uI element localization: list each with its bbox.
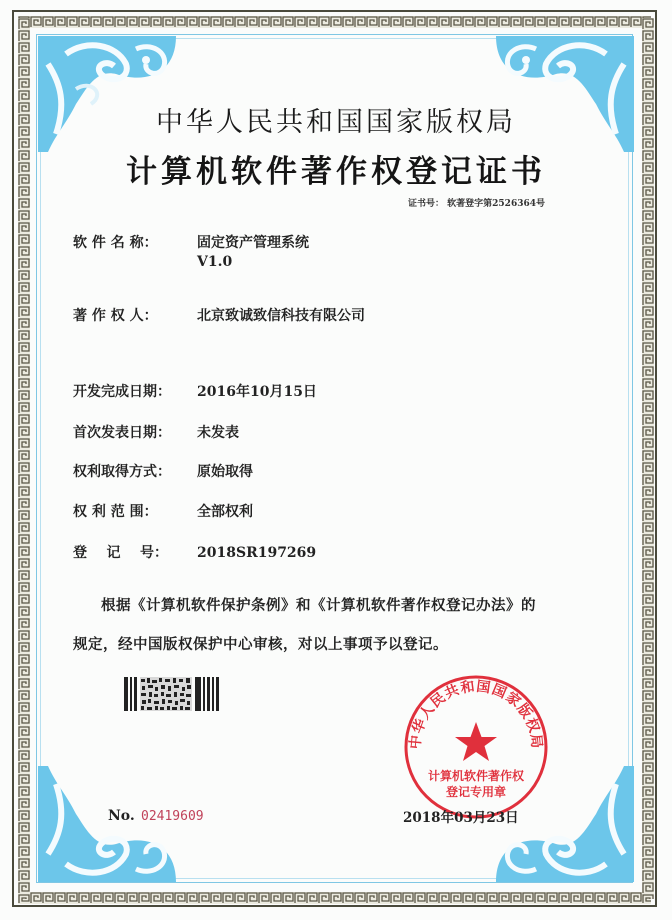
field-label: 软 件 名 称： <box>73 235 158 251</box>
field-value: 全部权利 <box>197 504 253 520</box>
field-label: 首次发表日期： <box>73 425 171 441</box>
official-seal-icon <box>400 674 552 820</box>
field-value: 固定资产管理系统 <box>197 235 309 251</box>
serial-number-label: No. <box>108 808 135 824</box>
field-value: 原始取得 <box>197 464 253 480</box>
serial-number-value: 02419609 <box>141 809 204 824</box>
field-software-name <box>73 232 309 252</box>
svg-text:登记专用章: 登记专用章 <box>445 785 507 799</box>
field-value: 2016年10月15日 <box>197 384 317 400</box>
field-label: 登 记 号： <box>73 545 168 561</box>
field-value: 2018SR197269 <box>197 545 317 561</box>
field-completion-date <box>73 381 317 401</box>
field-label: 权 利 范 围： <box>73 504 158 520</box>
svg-text:中华人民共和国国家版权局: 中华人民共和国国家版权局 <box>407 678 545 750</box>
certificate-number-label: 证书号： <box>408 199 445 209</box>
field-first-publication-date <box>73 422 239 442</box>
field-rights-scope <box>73 501 253 521</box>
field-label: 开发完成日期： <box>73 384 171 400</box>
field-copyright-owner <box>73 305 365 325</box>
field-registration-number <box>73 542 316 562</box>
greek-key-border-bottom <box>18 892 651 904</box>
field-acquisition-method <box>73 461 253 481</box>
svg-text:计算机软件著作权: 计算机软件著作权 <box>427 769 525 783</box>
field-label: 著 作 权 人： <box>73 308 158 324</box>
statement-line-2: 规定，经中国版权保护中心审核，对以上事项予以登记。 <box>73 636 448 653</box>
pdf417-barcode-icon <box>124 677 220 711</box>
issuer-title: 中华人民共和国国家版权局 <box>156 107 516 138</box>
corner-ornament-bottom-left-icon <box>36 764 186 884</box>
software-version: V1.0 <box>197 254 233 270</box>
field-value: 未发表 <box>197 425 239 441</box>
certificate-number-value: 软著登字第2526364号 <box>447 199 545 209</box>
field-label: 权利取得方式： <box>73 464 171 480</box>
statement-line-1: 根据《计算机软件保护条例》和《计算机软件著作权登记办法》的 <box>101 597 536 614</box>
greek-key-border-top <box>18 16 651 28</box>
certificate-title: 计算机软件著作权登记证书 <box>126 154 546 190</box>
certificate-number <box>408 196 545 209</box>
issue-date: 2018年03月23日 <box>403 810 519 826</box>
field-value: 北京致诚致信科技有限公司 <box>197 308 365 324</box>
